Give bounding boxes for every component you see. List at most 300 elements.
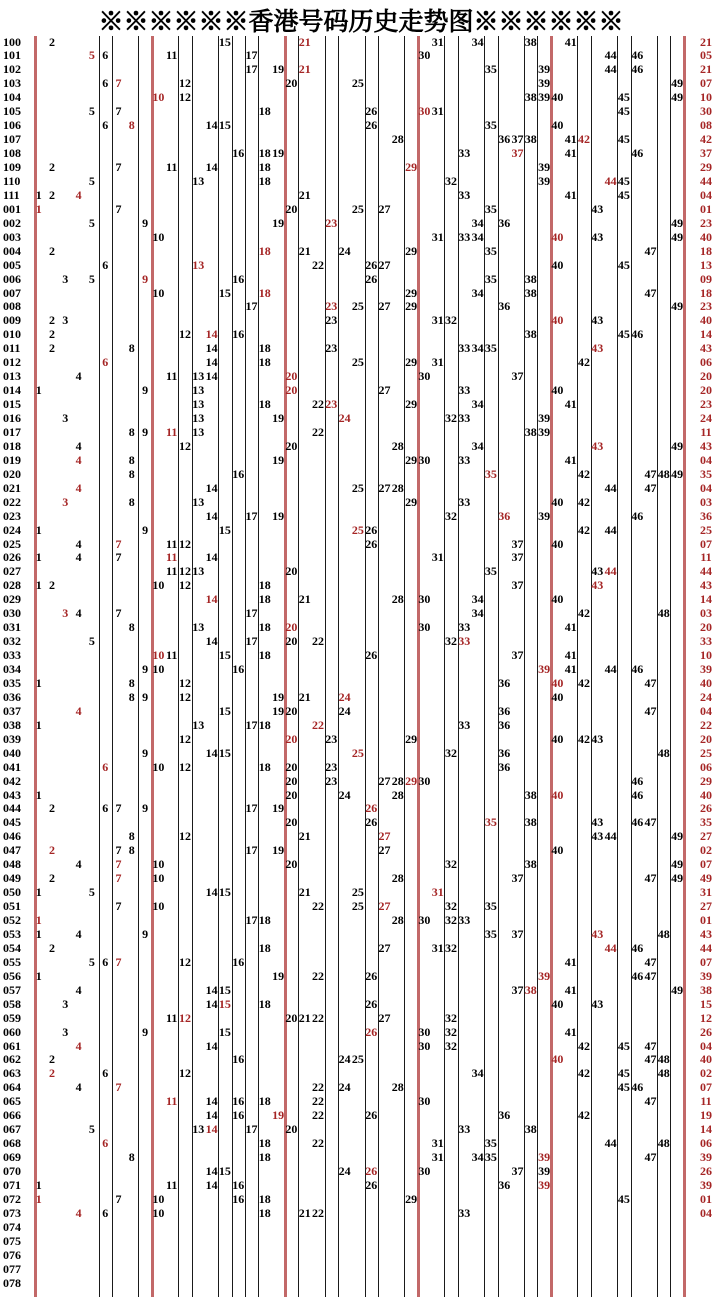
grid-number: 48 — [657, 926, 670, 941]
grid-number: 26 — [365, 104, 378, 119]
special-number-in-grid: 7 — [115, 871, 122, 886]
grid-number: 49 — [671, 466, 684, 481]
grid-number: 33 — [458, 494, 471, 509]
period-label: 071 — [3, 1177, 21, 1192]
grid-number: 27 — [378, 299, 391, 314]
grid-number: 16 — [232, 146, 245, 161]
grid-number: 49 — [671, 829, 684, 844]
grid-number: 28 — [391, 480, 404, 495]
period-label: 102 — [3, 62, 21, 77]
grid-number: 41 — [564, 187, 577, 202]
period-label: 046 — [3, 829, 21, 844]
grid-number: 32 — [445, 1038, 457, 1053]
special-number-in-grid: 12 — [179, 1010, 191, 1025]
grid-number: 40 — [551, 996, 564, 1011]
special-number-column-value: 07 — [700, 1080, 712, 1095]
special-number-column-value: 21 — [700, 62, 712, 77]
grid-number: 24 — [338, 787, 351, 802]
grid-number: 4 — [75, 369, 82, 384]
special-number-column-value: 18 — [700, 243, 712, 258]
grid-number: 38 — [524, 132, 537, 147]
special-number-in-grid: 40 — [551, 1052, 564, 1067]
grid-number: 20 — [285, 1122, 298, 1137]
grid-number: 21 — [298, 1205, 311, 1220]
special-number-column-value: 25 — [700, 745, 712, 760]
grid-number: 47 — [644, 954, 657, 969]
special-number-column-value: 35 — [700, 815, 712, 830]
special-number-in-grid: 11 — [166, 550, 178, 565]
special-number-in-grid: 39 — [538, 1177, 551, 1192]
grid-number: 46 — [631, 327, 644, 342]
grid-line-black — [378, 36, 379, 1297]
grid-number: 40 — [551, 689, 564, 704]
grid-number: 49 — [671, 215, 684, 230]
grid-number: 37 — [511, 926, 524, 941]
grid-number: 11 — [166, 48, 178, 63]
special-number-column-value: 02 — [700, 843, 712, 858]
special-number-column-value: 07 — [700, 857, 712, 872]
grid-number: 34 — [471, 1150, 484, 1165]
grid-line-black — [591, 36, 592, 1297]
special-number-column-value: 38 — [700, 982, 712, 997]
period-label: 016 — [3, 411, 21, 425]
grid-number: 5 — [88, 634, 95, 649]
special-number-column-value: 43 — [700, 578, 712, 593]
period-label: 002 — [3, 215, 21, 230]
special-number-in-grid: 6 — [102, 759, 109, 774]
period-label: 065 — [3, 1094, 21, 1109]
special-number-in-grid: 3 — [62, 494, 69, 509]
grid-number: 33 — [458, 913, 471, 928]
grid-number: 4 — [75, 550, 82, 565]
grid-number: 17 — [245, 1122, 258, 1137]
special-number-column-value: 13 — [700, 257, 712, 272]
special-number-column-value: 11 — [700, 1094, 712, 1109]
special-number-in-grid: 25 — [351, 745, 364, 760]
grid-number: 36 — [498, 717, 511, 732]
period-label: 101 — [3, 48, 21, 63]
period-label: 073 — [3, 1205, 21, 1220]
grid-number: 5 — [88, 215, 95, 230]
grid-number: 31 — [431, 104, 444, 119]
period-label: 050 — [3, 885, 21, 900]
grid-number: 19 — [272, 801, 285, 816]
grid-line-black — [404, 36, 405, 1297]
period-label: 028 — [3, 578, 21, 593]
grid-number: 41 — [564, 452, 577, 467]
grid-number: 34 — [471, 606, 484, 621]
grid-number: 31 — [431, 550, 444, 565]
special-number-column-value: 37 — [700, 146, 712, 161]
special-number-column-value: 30 — [700, 104, 712, 119]
grid-number: 42 — [578, 355, 590, 370]
grid-number: 20 — [285, 815, 298, 830]
grid-number: 35 — [484, 243, 497, 258]
grid-number: 20 — [285, 703, 298, 718]
grid-number: 18 — [258, 173, 271, 188]
grid-line-black — [298, 36, 299, 1297]
grid-number: 10 — [152, 229, 165, 244]
grid-number: 11 — [166, 160, 178, 174]
grid-number: 19 — [272, 452, 285, 467]
grid-number: 30 — [418, 773, 431, 788]
grid-number: 2 — [49, 1052, 55, 1067]
special-number-in-grid: 19 — [272, 1108, 285, 1123]
grid-number: 3 — [62, 411, 69, 425]
grid-number: 31 — [431, 313, 444, 328]
special-number-in-grid: 26 — [365, 1164, 378, 1179]
special-number-column-value: 05 — [700, 48, 712, 63]
period-label: 004 — [3, 243, 21, 258]
period-label: 027 — [3, 564, 21, 579]
grid-number: 25 — [351, 480, 364, 495]
special-number-in-grid: 13 — [192, 257, 205, 272]
special-number-in-grid: 10 — [152, 90, 165, 105]
period-label: 033 — [3, 648, 21, 663]
grid-number: 36 — [498, 1108, 511, 1123]
grid-number: 33 — [458, 452, 471, 467]
grid-number: 49 — [671, 229, 684, 244]
special-number-column-value: 02 — [700, 1066, 712, 1081]
grid-number: 26 — [365, 648, 378, 663]
grid-number: 22 — [312, 899, 324, 914]
special-number-column-value: 43 — [700, 438, 712, 453]
grid-number: 41 — [564, 34, 577, 49]
grid-number: 18 — [258, 759, 271, 774]
special-number-column-value: 03 — [700, 606, 712, 621]
special-number-column-value: 40 — [700, 229, 712, 244]
grid-number: 6 — [102, 954, 109, 969]
special-number-column-value: 04 — [700, 480, 712, 495]
grid-number: 33 — [458, 341, 471, 356]
grid-number: 37 — [511, 1164, 524, 1179]
grid-number: 42 — [578, 1038, 590, 1053]
grid-number: 12 — [179, 731, 191, 746]
grid-number: 17 — [245, 801, 258, 816]
grid-number: 41 — [564, 1024, 577, 1039]
grid-number: 26 — [365, 815, 378, 830]
grid-number: 35 — [484, 926, 497, 941]
grid-number: 36 — [498, 703, 511, 718]
grid-number: 43 — [591, 996, 604, 1011]
grid-number: 39 — [538, 160, 551, 174]
special-number-in-grid: 35 — [484, 466, 497, 481]
grid-number: 49 — [671, 76, 684, 91]
grid-number: 33 — [458, 383, 471, 398]
grid-number: 32 — [445, 940, 457, 955]
grid-number: 46 — [631, 968, 644, 983]
grid-number: 29 — [405, 299, 418, 314]
grid-line-black — [444, 36, 445, 1297]
grid-number: 36 — [498, 675, 511, 690]
period-label: 104 — [3, 90, 21, 105]
period-label: 022 — [3, 494, 21, 509]
grid-number: 26 — [365, 1177, 378, 1192]
special-number-column-value: 20 — [700, 383, 712, 398]
special-number-column-value: 26 — [700, 801, 712, 816]
grid-number: 19 — [272, 968, 285, 983]
special-number-column-value: 03 — [700, 494, 712, 509]
special-number-in-grid: 43 — [591, 438, 604, 453]
grid-number: 35 — [484, 341, 497, 356]
grid-number: 22 — [312, 1094, 324, 1109]
grid-number: 46 — [631, 773, 644, 788]
grid-number: 13 — [192, 411, 205, 425]
grid-number: 30 — [418, 1094, 431, 1109]
grid-number: 12 — [179, 536, 191, 551]
grid-number: 35 — [484, 899, 497, 914]
grid-number: 1 — [35, 1177, 42, 1192]
grid-number: 19 — [272, 689, 285, 704]
special-number-in-grid: 20 — [285, 383, 298, 398]
special-number-in-grid: 39 — [538, 968, 551, 983]
grid-number: 13 — [192, 494, 205, 509]
grid-number: 4 — [75, 606, 82, 621]
grid-number: 4 — [75, 982, 82, 997]
special-number-in-grid: 43 — [591, 578, 604, 593]
grid-number: 34 — [471, 397, 484, 412]
period-label: 078 — [3, 1275, 21, 1290]
grid-number: 15 — [218, 1024, 231, 1039]
grid-number: 9 — [142, 522, 149, 537]
special-number-in-grid: 20 — [285, 620, 298, 635]
special-number-column-value: 44 — [700, 940, 712, 955]
grid-number: 16 — [232, 1191, 245, 1206]
grid-number: 18 — [258, 996, 271, 1011]
grid-number: 6 — [102, 1205, 109, 1220]
special-number-column-value: 01 — [700, 913, 712, 928]
special-number-column-value: 09 — [700, 271, 712, 286]
grid-number: 22 — [312, 1136, 324, 1151]
special-number-in-grid: 22 — [312, 717, 324, 732]
grid-number: 14 — [205, 508, 218, 523]
grid-number: 11 — [166, 369, 178, 384]
grid-number: 25 — [351, 1052, 364, 1067]
grid-number: 12 — [179, 90, 191, 105]
period-label: 021 — [3, 480, 21, 495]
grid-number: 2 — [49, 871, 55, 886]
grid-number: 43 — [591, 564, 604, 579]
grid-number: 22 — [312, 257, 324, 272]
grid-number: 46 — [631, 1080, 644, 1095]
period-label: 025 — [3, 536, 21, 551]
period-label: 019 — [3, 452, 21, 467]
special-number-in-grid: 6 — [102, 355, 109, 370]
grid-number: 34 — [471, 215, 484, 230]
grid-number: 31 — [431, 34, 444, 49]
period-label: 012 — [3, 355, 21, 370]
grid-number: 37 — [511, 648, 524, 663]
special-number-column-value: 01 — [700, 201, 712, 216]
grid-number: 32 — [445, 899, 457, 914]
special-number-in-grid: 9 — [142, 271, 149, 286]
grid-number: 11 — [166, 1177, 178, 1192]
special-number-column-value: 12 — [700, 1010, 712, 1025]
grid-number: 45 — [617, 1038, 630, 1053]
period-label: 066 — [3, 1108, 21, 1123]
grid-number: 31 — [431, 355, 444, 370]
grid-number: 14 — [205, 480, 218, 495]
grid-number: 14 — [205, 118, 218, 133]
grid-number: 10 — [152, 899, 165, 914]
special-number-in-grid: 10 — [152, 648, 165, 663]
grid-number: 16 — [232, 271, 245, 286]
grid-line-black — [524, 36, 525, 1297]
grid-number: 26 — [365, 522, 378, 537]
period-label: 069 — [3, 1150, 21, 1165]
grid-number: 35 — [484, 1136, 497, 1151]
special-number-in-grid: 23 — [325, 299, 338, 314]
period-label: 052 — [3, 913, 21, 928]
period-label: 051 — [3, 899, 21, 914]
grid-number: 41 — [564, 132, 577, 147]
grid-number: 36 — [498, 759, 511, 774]
grid-number: 45 — [617, 257, 630, 272]
grid-number: 4 — [75, 1080, 82, 1095]
grid-number: 38 — [524, 285, 537, 300]
grid-number: 40 — [551, 731, 564, 746]
special-number-column-value: 42 — [700, 132, 712, 147]
grid-number: 27 — [378, 257, 391, 272]
grid-number: 25 — [351, 76, 364, 91]
period-label: 017 — [3, 424, 21, 439]
special-number-in-grid: 24 — [338, 689, 351, 704]
grid-number: 26 — [365, 271, 378, 286]
grid-number: 18 — [258, 648, 271, 663]
grid-number: 41 — [564, 662, 577, 677]
special-number-in-grid: 30 — [418, 104, 431, 119]
grid-number: 21 — [298, 829, 311, 844]
grid-number: 32 — [445, 634, 457, 649]
grid-number: 39 — [538, 90, 551, 105]
grid-number: 32 — [445, 913, 457, 928]
special-number-column-value: 04 — [700, 703, 712, 718]
grid-number: 9 — [142, 926, 149, 941]
grid-number: 49 — [671, 982, 684, 997]
grid-number: 19 — [272, 843, 285, 858]
grid-number: 18 — [258, 717, 271, 732]
grid-number: 43 — [591, 815, 604, 830]
grid-number: 43 — [591, 313, 604, 328]
period-label: 061 — [3, 1038, 21, 1053]
period-label: 009 — [3, 313, 21, 328]
grid-number: 47 — [644, 243, 657, 258]
grid-number: 7 — [115, 1191, 122, 1206]
grid-number: 45 — [617, 132, 630, 147]
period-label: 029 — [3, 592, 21, 607]
page-title: ※※※※※※香港号码历史走势图※※※※※※ — [98, 9, 624, 36]
grid-number: 6 — [102, 801, 109, 816]
grid-number: 2 — [49, 243, 55, 258]
grid-number: 13 — [192, 383, 205, 398]
grid-number: 14 — [205, 1094, 218, 1109]
period-label: 005 — [3, 257, 21, 272]
grid-number: 13 — [192, 424, 205, 439]
grid-number: 26 — [365, 968, 378, 983]
grid-number: 33 — [458, 411, 471, 425]
special-number-in-grid: 40 — [551, 313, 564, 328]
grid-number: 27 — [378, 843, 391, 858]
period-label: 103 — [3, 76, 21, 91]
grid-number: 47 — [644, 466, 657, 481]
grid-number: 1 — [35, 968, 42, 983]
grid-number: 29 — [405, 1191, 418, 1206]
grid-number: 9 — [142, 1024, 149, 1039]
special-number-column-value: 44 — [700, 564, 712, 579]
grid-number: 47 — [644, 871, 657, 886]
grid-number: 9 — [142, 662, 149, 677]
period-label: 077 — [3, 1261, 21, 1276]
grid-number: 28 — [391, 1080, 404, 1095]
special-number-in-grid: 11 — [166, 1094, 178, 1109]
period-label: 038 — [3, 717, 21, 732]
special-number-column-value: 40 — [700, 787, 712, 802]
special-number-in-grid: 44 — [604, 564, 617, 579]
grid-number: 11 — [166, 536, 178, 551]
grid-number: 14 — [205, 745, 218, 760]
special-number-column-value: 23 — [700, 397, 712, 412]
grid-number: 48 — [657, 606, 670, 621]
grid-number: 9 — [142, 383, 149, 398]
grid-number: 38 — [524, 34, 537, 49]
grid-number: 22 — [312, 397, 324, 412]
grid-number: 47 — [644, 1052, 657, 1067]
special-number-column-value: 29 — [700, 773, 712, 788]
period-label: 023 — [3, 508, 21, 523]
grid-number: 5 — [88, 954, 95, 969]
grid-number: 30 — [418, 1038, 431, 1053]
grid-number: 2 — [49, 34, 55, 49]
period-label: 044 — [3, 801, 21, 816]
special-number-in-grid: 7 — [115, 1080, 122, 1095]
grid-number: 24 — [338, 1164, 351, 1179]
special-number-column-value: 06 — [700, 759, 712, 774]
grid-number: 14 — [205, 982, 218, 997]
grid-number: 7 — [115, 104, 122, 119]
period-label: 037 — [3, 703, 21, 718]
grid-number: 28 — [391, 871, 404, 886]
grid-number: 25 — [351, 355, 364, 370]
period-label: 056 — [3, 968, 21, 983]
period-label: 042 — [3, 773, 21, 788]
grid-number: 18 — [258, 1191, 271, 1206]
period-label: 063 — [3, 1066, 21, 1081]
grid-number: 3 — [62, 996, 69, 1011]
grid-number: 43 — [591, 229, 604, 244]
grid-number: 41 — [564, 954, 577, 969]
grid-number: 1 — [35, 578, 42, 593]
grid-number: 43 — [591, 829, 604, 844]
grid-number: 2 — [49, 160, 55, 174]
grid-number: 45 — [617, 327, 630, 342]
grid-number: 28 — [391, 132, 404, 147]
special-number-in-grid: 24 — [338, 411, 351, 425]
special-number-in-grid: 42 — [578, 132, 590, 147]
grid-number: 22 — [312, 634, 324, 649]
special-number-in-grid: 15 — [218, 996, 231, 1011]
grid-number: 11 — [166, 564, 178, 579]
grid-number: 32 — [445, 411, 457, 425]
grid-number: 46 — [631, 662, 644, 677]
grid-number: 20 — [285, 1010, 298, 1025]
period-label: 003 — [3, 229, 21, 244]
grid-number: 48 — [657, 1136, 670, 1151]
grid-number: 14 — [205, 634, 218, 649]
special-number-in-grid: 18 — [258, 243, 271, 258]
grid-number: 39 — [538, 173, 551, 188]
grid-number: 38 — [524, 271, 537, 286]
grid-number: 35 — [484, 271, 497, 286]
